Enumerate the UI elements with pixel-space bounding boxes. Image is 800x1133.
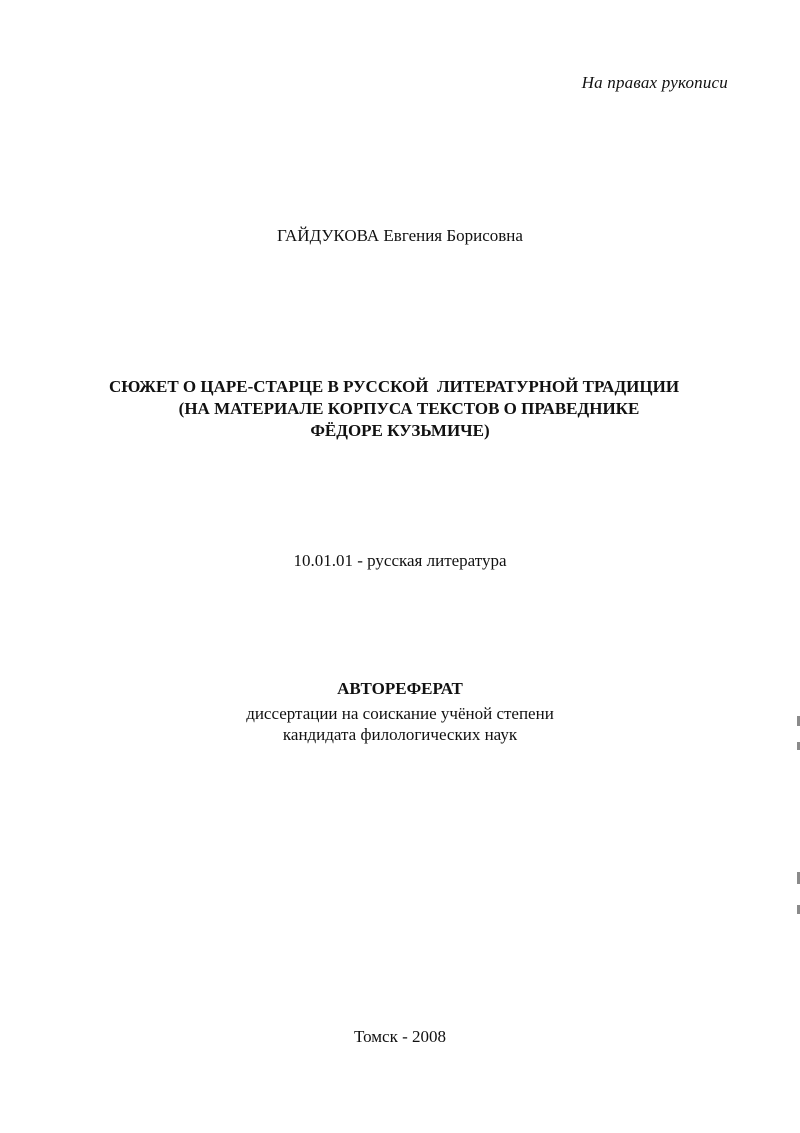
abstract-heading: АВТОРЕФЕРАТ — [337, 679, 463, 698]
abstract-description-line-2: кандидата филологических наук — [282, 725, 518, 744]
title-line-3: ФЁДОРЕ КУЗЬМИЧЕ) — [310, 421, 490, 440]
abstract-description-line-1: диссертации на соискание учёной степени — [246, 704, 554, 723]
title-line-1: СЮЖЕТ О ЦАРЕ-СТАРЦЕ В РУССКОЙ ЛИТЕРАТУРНОЙ ТРАДИЦИИ — [108, 377, 680, 396]
manuscript-rights-notice: На правах рукописи — [581, 73, 728, 92]
dissertation-title — [0, 376, 800, 442]
author-name: ГАЙДУКОВА Евгения Борисовна — [277, 226, 523, 245]
title-line-2: (НА МАТЕРИАЛЕ КОРПУСА ТЕКСТОВ О ПРАВЕДНИКЕ — [178, 399, 640, 418]
place-and-year: Томск - 2008 — [353, 1027, 446, 1046]
specialty-code: 10.01.01 - русская литература — [293, 551, 507, 570]
